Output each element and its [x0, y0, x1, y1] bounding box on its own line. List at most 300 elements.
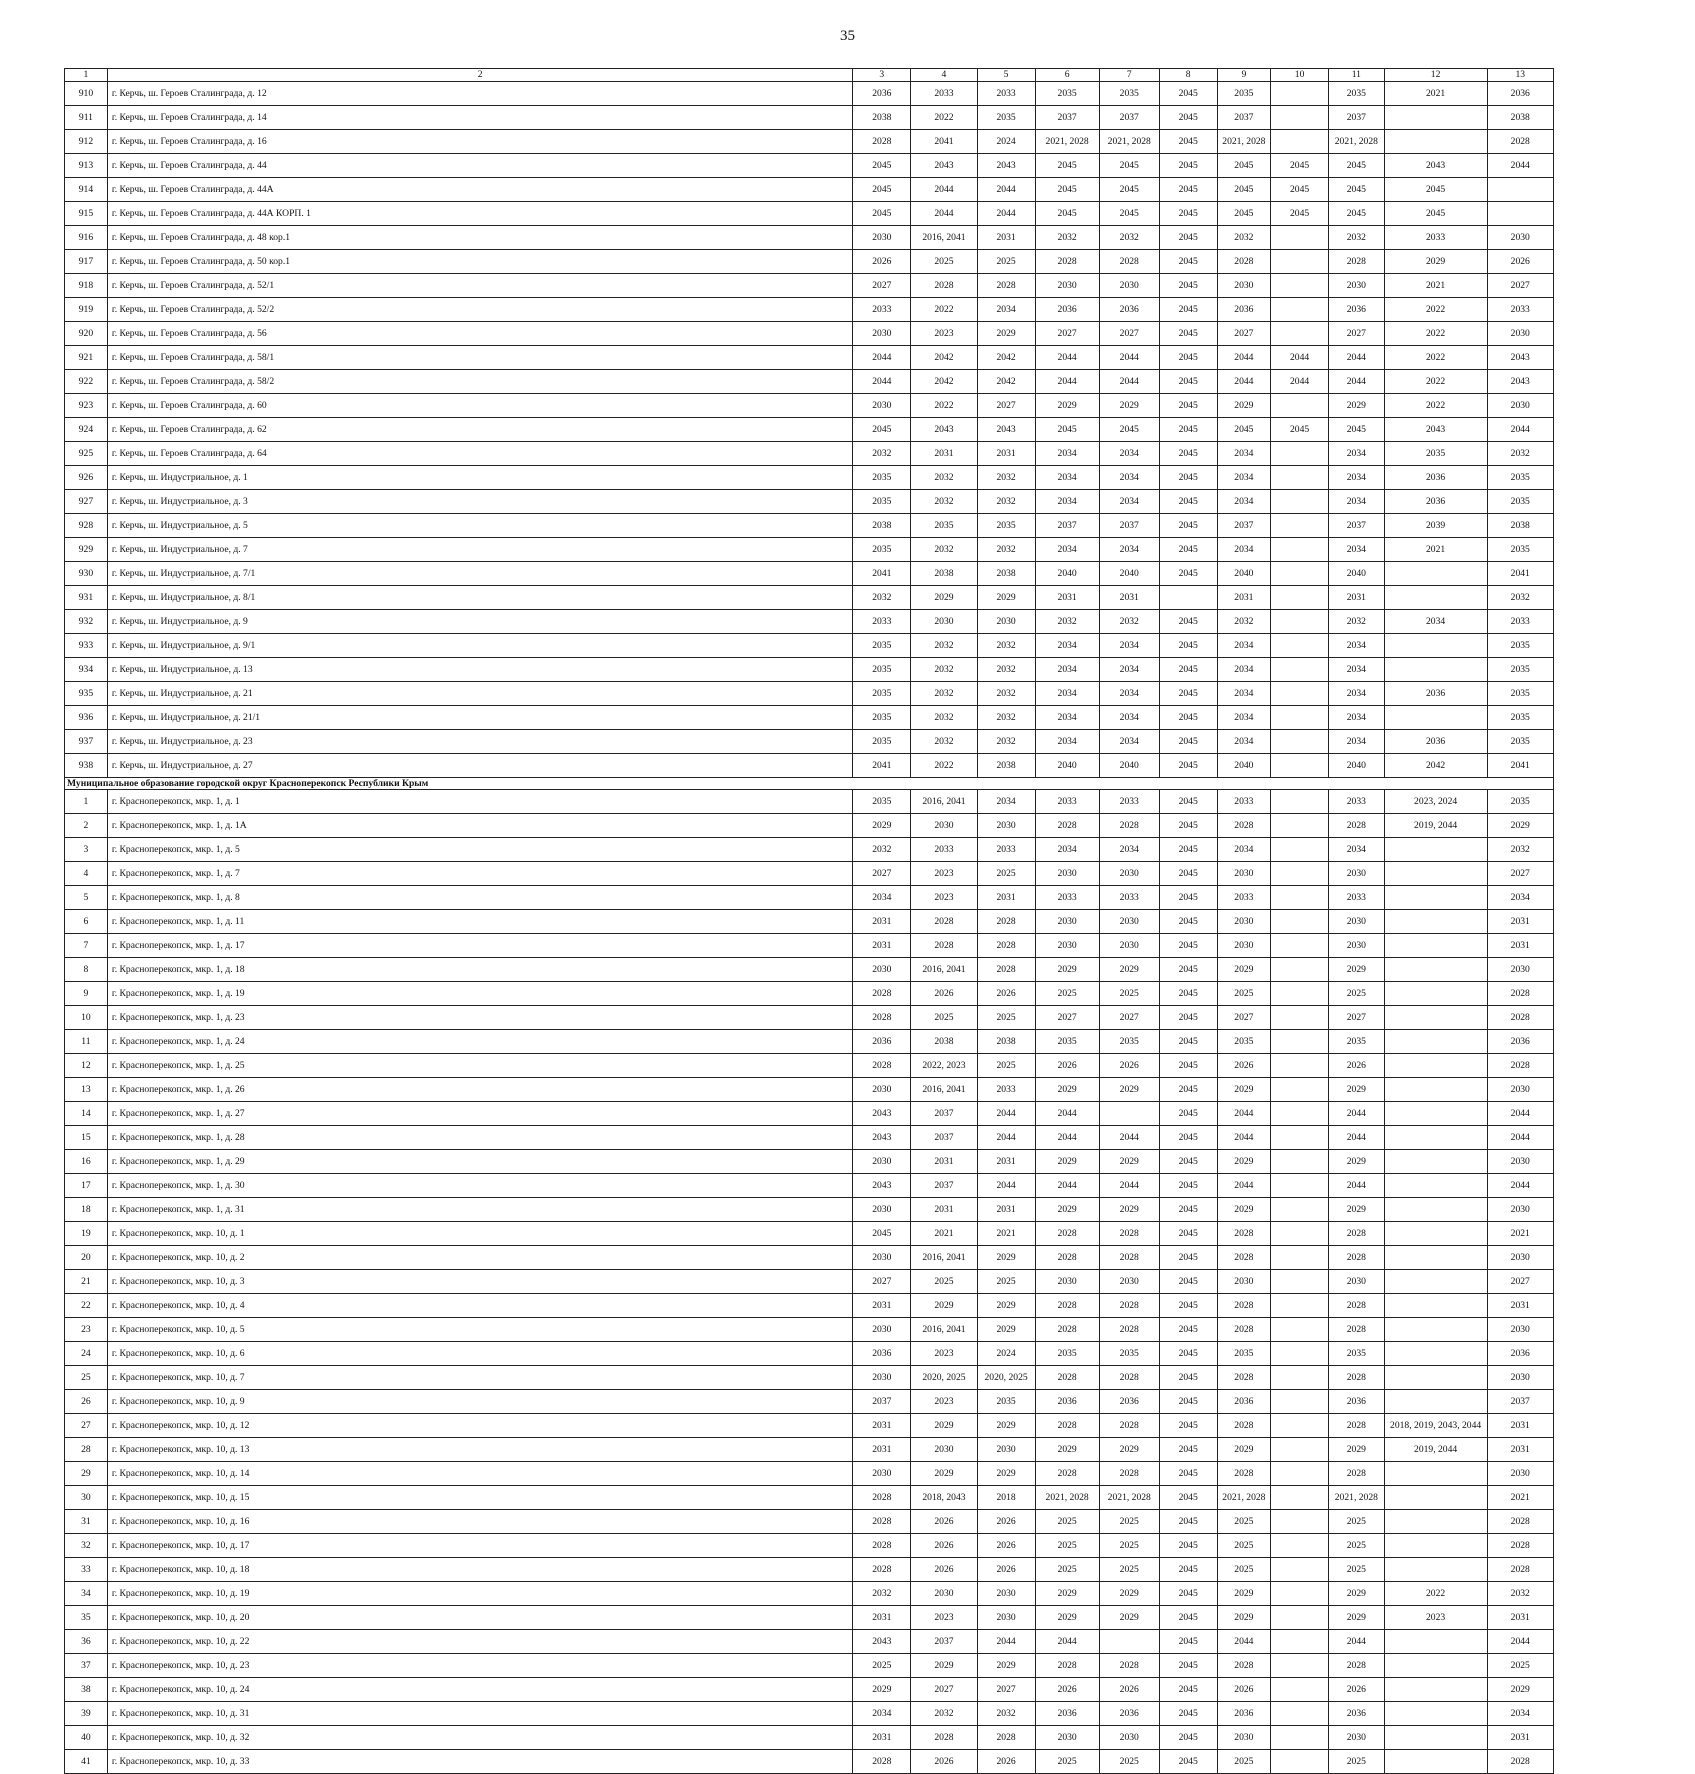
table-cell: 2026: [853, 249, 911, 273]
table-row: [65, 1294, 1554, 1318]
table-cell: 2028: [1035, 1246, 1099, 1270]
table-row: [65, 886, 1554, 910]
table-row: [65, 1726, 1554, 1750]
table-cell: 2034: [853, 886, 911, 910]
table-cell: 2032: [977, 537, 1035, 561]
table-cell: 2022: [1384, 321, 1487, 345]
table-cell: 2030: [853, 1318, 911, 1342]
address-cell: г. Керчь, ш. Индустриальное, д. 3: [107, 489, 853, 513]
table-cell: 2032: [911, 489, 977, 513]
table-cell: 2027: [1487, 1270, 1553, 1294]
table-cell: 2043: [977, 153, 1035, 177]
address-cell: г. Керчь, ш. Индустриальное, д. 1: [107, 465, 853, 489]
table-row: [65, 1630, 1554, 1654]
table-cell: 2044: [1328, 1630, 1384, 1654]
table-cell: 2028: [1328, 1654, 1384, 1678]
table-cell: 2045: [1159, 1078, 1217, 1102]
table-row: [65, 1246, 1554, 1270]
table-row: [65, 585, 1554, 609]
table-cell: 2045: [1159, 705, 1217, 729]
table-cell: 2035: [853, 705, 911, 729]
table-cell: 2025: [1099, 1510, 1159, 1534]
table-cell: 2026: [911, 1558, 977, 1582]
table-cell: [1159, 585, 1217, 609]
table-cell: 2035: [1487, 657, 1553, 681]
table-row: [65, 1534, 1554, 1558]
table-cell: 15: [65, 1126, 108, 1150]
address-cell: г. Керчь, ш. Героев Сталинграда, д. 58/2: [107, 369, 853, 393]
table-cell: 2028: [1487, 1534, 1553, 1558]
table-row: [65, 934, 1554, 958]
table-cell: 2035: [911, 513, 977, 537]
table-cell: 2033: [977, 1078, 1035, 1102]
table-cell: 2036: [1328, 1702, 1384, 1726]
table-cell: 2028: [1099, 1654, 1159, 1678]
table-cell: 2025: [1217, 1558, 1271, 1582]
address-cell: г. Керчь, ш. Героев Сталинграда, д. 52/1: [107, 273, 853, 297]
table-cell: 2018: [977, 1486, 1035, 1510]
table-cell: [1271, 838, 1329, 862]
table-cell: 2045: [1159, 1606, 1217, 1630]
table-cell: [1384, 958, 1487, 982]
table-cell: 2025: [977, 249, 1035, 273]
table-cell: 2045: [1159, 1678, 1217, 1702]
table-cell: 2032: [1035, 225, 1099, 249]
table-cell: 2045: [1099, 417, 1159, 441]
table-cell: 2035: [853, 489, 911, 513]
address-cell: г. Красноперекопск, мкр. 1, д. 31: [107, 1198, 853, 1222]
table-cell: 2023: [911, 862, 977, 886]
table-cell: 2034: [1099, 489, 1159, 513]
table-row: [65, 1702, 1554, 1726]
table-cell: 2030: [1328, 862, 1384, 886]
address-cell: г. Красноперекопск, мкр. 10, д. 22: [107, 1630, 853, 1654]
table-cell: 921: [65, 345, 108, 369]
table-cell: 2028: [1099, 1414, 1159, 1438]
table-cell: 2028: [1217, 1654, 1271, 1678]
address-cell: г. Красноперекопск, мкр. 10, д. 20: [107, 1606, 853, 1630]
table-cell: 2042: [911, 345, 977, 369]
table-cell: [1384, 1246, 1487, 1270]
table-row: [65, 513, 1554, 537]
address-cell: г. Керчь, ш. Героев Сталинграда, д. 12: [107, 81, 853, 105]
table-cell: 2035: [1487, 537, 1553, 561]
table-cell: 917: [65, 249, 108, 273]
table-cell: 2021, 2028: [1328, 1486, 1384, 1510]
table-cell: 2032: [1217, 225, 1271, 249]
table-cell: 2028: [977, 934, 1035, 958]
table-cell: 2028: [1328, 1246, 1384, 1270]
table-cell: 2029: [1217, 1150, 1271, 1174]
address-cell: г. Красноперекопск, мкр. 1, д. 1: [107, 790, 853, 814]
table-cell: 2030: [1099, 934, 1159, 958]
table-cell: 2034: [1035, 729, 1099, 753]
table-cell: 2025: [1035, 982, 1099, 1006]
table-cell: 2045: [1099, 201, 1159, 225]
table-cell: 2031: [853, 1726, 911, 1750]
table-cell: 2030: [1487, 1318, 1553, 1342]
table-row: [65, 1102, 1554, 1126]
table-cell: 2023, 2024: [1384, 790, 1487, 814]
table-cell: 2045: [1159, 1366, 1217, 1390]
table-cell: 2029: [911, 585, 977, 609]
table-cell: [1099, 1630, 1159, 1654]
table-cell: [1271, 1150, 1329, 1174]
table-cell: 2030: [1328, 1726, 1384, 1750]
table-cell: 2028: [1328, 1318, 1384, 1342]
table-cell: [1271, 1630, 1329, 1654]
table-cell: 2030: [911, 1438, 977, 1462]
table-cell: 23: [65, 1318, 108, 1342]
table-cell: 2032: [1099, 609, 1159, 633]
table-cell: 2045: [1159, 417, 1217, 441]
table-cell: [1384, 1366, 1487, 1390]
table-cell: 2029: [1099, 1198, 1159, 1222]
table-row: [65, 441, 1554, 465]
table-cell: 2045: [1159, 1294, 1217, 1318]
table-cell: 2030: [853, 1198, 911, 1222]
table-cell: 6: [1035, 69, 1099, 82]
table-cell: 2033: [977, 81, 1035, 105]
table-cell: 2029: [1035, 393, 1099, 417]
table-row: [65, 1558, 1554, 1582]
address-cell: г. Керчь, ш. Героев Сталинграда, д. 50 кор.1: [107, 249, 853, 273]
table-cell: 2029: [1217, 1198, 1271, 1222]
table-cell: 39: [65, 1702, 108, 1726]
address-cell: г. Красноперекопск, мкр. 10, д. 32: [107, 1726, 853, 1750]
address-cell: г. Керчь, ш. Героев Сталинграда, д. 64: [107, 441, 853, 465]
table-cell: 30: [65, 1486, 108, 1510]
table-row: [65, 1438, 1554, 1462]
table-cell: 2027: [1487, 862, 1553, 886]
table-cell: [1271, 1750, 1329, 1774]
table-cell: 2030: [1328, 910, 1384, 934]
table-cell: 2034: [1328, 729, 1384, 753]
table-cell: 2031: [911, 1150, 977, 1174]
table-cell: 2030: [853, 1462, 911, 1486]
table-cell: 2029: [1099, 1150, 1159, 1174]
table-cell: 2034: [1035, 537, 1099, 561]
table-cell: 914: [65, 177, 108, 201]
table-cell: 1: [65, 790, 108, 814]
table-cell: 2045: [1271, 177, 1329, 201]
table-cell: 2036: [1328, 297, 1384, 321]
table-cell: 2027: [1328, 1006, 1384, 1030]
table-cell: [1384, 1150, 1487, 1174]
address-cell: г. Красноперекопск, мкр. 1, д. 25: [107, 1054, 853, 1078]
table-cell: [1384, 982, 1487, 1006]
table-cell: 2031: [911, 1198, 977, 1222]
table-cell: 937: [65, 729, 108, 753]
table-cell: 2042: [911, 369, 977, 393]
table-cell: 2028: [1487, 129, 1553, 153]
table-cell: 2029: [1035, 1582, 1099, 1606]
table-cell: 2025: [1099, 1558, 1159, 1582]
table-cell: 2028: [1217, 249, 1271, 273]
table-cell: 2045: [1035, 177, 1099, 201]
table-cell: 2025: [1328, 1750, 1384, 1774]
address-cell: г. Керчь, ш. Индустриальное, д. 7: [107, 537, 853, 561]
table-cell: [1271, 633, 1329, 657]
address-cell: г. Керчь, ш. Индустриальное, д. 5: [107, 513, 853, 537]
table-cell: 2029: [1099, 393, 1159, 417]
table-cell: 916: [65, 225, 108, 249]
table-cell: [1487, 201, 1553, 225]
table-cell: 2029: [853, 814, 911, 838]
table-cell: 2031: [1487, 1606, 1553, 1630]
table-row: [65, 1486, 1554, 1510]
table-cell: 2045: [1159, 753, 1217, 777]
table-cell: 2044: [1099, 345, 1159, 369]
table-cell: [1384, 561, 1487, 585]
table-cell: 2044: [1035, 1630, 1099, 1654]
table-cell: [1384, 934, 1487, 958]
table-cell: [1384, 1294, 1487, 1318]
table-cell: 2031: [1487, 934, 1553, 958]
table-cell: 2028: [1328, 249, 1384, 273]
table-cell: 2045: [1159, 1414, 1217, 1438]
table-cell: 2028: [853, 1510, 911, 1534]
table-cell: 935: [65, 681, 108, 705]
table-cell: 2045: [853, 153, 911, 177]
table-cell: [1271, 1510, 1329, 1534]
table-cell: 2026: [1328, 1054, 1384, 1078]
table-cell: [1271, 465, 1329, 489]
table-cell: [1384, 1750, 1487, 1774]
table-cell: 912: [65, 129, 108, 153]
table-cell: 2045: [1099, 153, 1159, 177]
table-cell: 2021, 2028: [1035, 129, 1099, 153]
table-cell: 7: [1099, 69, 1159, 82]
table-cell: 2043: [977, 417, 1035, 441]
table-cell: 2032: [977, 1702, 1035, 1726]
table-cell: 2028: [1035, 249, 1099, 273]
table-cell: 2026: [977, 1750, 1035, 1774]
table-cell: 2035: [1217, 81, 1271, 105]
table-cell: 2029: [977, 321, 1035, 345]
table-cell: 2045: [1217, 417, 1271, 441]
table-cell: 2028: [1328, 1366, 1384, 1390]
table-cell: 928: [65, 513, 108, 537]
table-cell: 2030: [977, 609, 1035, 633]
table-cell: 2030: [1035, 934, 1099, 958]
table-row: [65, 1390, 1554, 1414]
table-cell: 2045: [1159, 1702, 1217, 1726]
table-cell: 2024: [977, 1342, 1035, 1366]
table-cell: 2030: [1487, 1246, 1553, 1270]
table-row: [65, 1030, 1554, 1054]
table-cell: 2034: [1035, 489, 1099, 513]
table-cell: 2030: [1217, 1270, 1271, 1294]
table-cell: 2030: [977, 1582, 1035, 1606]
table-cell: [1271, 1198, 1329, 1222]
address-cell: г. Керчь, ш. Индустриальное, д. 7/1: [107, 561, 853, 585]
table-cell: 2045: [853, 201, 911, 225]
table-cell: 2034: [1099, 681, 1159, 705]
table-cell: 2032: [1328, 225, 1384, 249]
table-cell: [1271, 1366, 1329, 1390]
table-row: [65, 1198, 1554, 1222]
table-cell: 11: [1328, 69, 1384, 82]
table-cell: 2036: [1099, 1390, 1159, 1414]
table-cell: 2029: [977, 1414, 1035, 1438]
table-cell: 2035: [853, 465, 911, 489]
address-cell: г. Керчь, ш. Героев Сталинграда, д. 48 кор.1: [107, 225, 853, 249]
table-row: [65, 1510, 1554, 1534]
table-cell: [1271, 513, 1329, 537]
address-cell: г. Красноперекопск, мкр. 1, д. 23: [107, 1006, 853, 1030]
address-cell: г. Керчь, ш. Индустриальное, д. 23: [107, 729, 853, 753]
table-cell: 2038: [977, 753, 1035, 777]
table-cell: 2031: [1487, 1438, 1553, 1462]
table-cell: [1384, 1030, 1487, 1054]
table-cell: 2028: [1217, 1414, 1271, 1438]
table-cell: 2045: [1159, 1318, 1217, 1342]
table-cell: 2030: [1328, 934, 1384, 958]
table-cell: 2034: [1217, 633, 1271, 657]
table-cell: 24: [65, 1342, 108, 1366]
table-cell: 2043: [1487, 345, 1553, 369]
table-cell: 929: [65, 537, 108, 561]
table-cell: [1271, 657, 1329, 681]
table-row: [65, 465, 1554, 489]
table-cell: 2045: [1159, 1030, 1217, 1054]
table-cell: 2028: [853, 1534, 911, 1558]
table-cell: 2025: [977, 1054, 1035, 1078]
table-cell: [1384, 1174, 1487, 1198]
table-cell: 2030: [1487, 1198, 1553, 1222]
table-cell: 2044: [1487, 1630, 1553, 1654]
table-cell: 2029: [1328, 1582, 1384, 1606]
table-cell: 2020, 2025: [977, 1366, 1035, 1390]
table-cell: 2044: [1271, 369, 1329, 393]
table-cell: 2045: [1271, 153, 1329, 177]
table-cell: 2045: [1159, 1150, 1217, 1174]
table-cell: 2045: [1159, 814, 1217, 838]
table-cell: 2043: [853, 1174, 911, 1198]
table-cell: 2030: [1328, 273, 1384, 297]
table-cell: 2044: [1035, 369, 1099, 393]
section-title: Муниципальное образование городской округ Красноперекопск Республики Крым: [65, 777, 1554, 790]
table-row: [65, 369, 1554, 393]
table-cell: 19: [65, 1222, 108, 1246]
table-cell: 2032: [1217, 609, 1271, 633]
table-cell: 2025: [1328, 982, 1384, 1006]
address-cell: г. Керчь, ш. Героев Сталинграда, д. 16: [107, 129, 853, 153]
table-cell: 2043: [853, 1126, 911, 1150]
address-cell: г. Красноперекопск, мкр. 10, д. 24: [107, 1678, 853, 1702]
table-row: [65, 982, 1554, 1006]
table-cell: 2035: [977, 105, 1035, 129]
table-cell: 2037: [911, 1102, 977, 1126]
table-cell: 2025: [1217, 1750, 1271, 1774]
table-cell: 2038: [1487, 105, 1553, 129]
table-cell: 2029: [1099, 1078, 1159, 1102]
table-cell: 2029: [977, 1318, 1035, 1342]
table-cell: 2044: [1217, 345, 1271, 369]
table-row: [65, 1222, 1554, 1246]
table-cell: 2033: [1217, 886, 1271, 910]
address-cell: г. Красноперекопск, мкр. 10, д. 7: [107, 1366, 853, 1390]
table-cell: 2045: [1159, 790, 1217, 814]
table-cell: 27: [65, 1414, 108, 1438]
table-cell: 2027: [1217, 1006, 1271, 1030]
table-cell: [1271, 862, 1329, 886]
table-cell: 2029: [1487, 1678, 1553, 1702]
table-cell: 2045: [1159, 1486, 1217, 1510]
table-cell: 2032: [911, 633, 977, 657]
table-cell: 2037: [911, 1126, 977, 1150]
table-cell: 29: [65, 1462, 108, 1486]
table-cell: 2030: [911, 814, 977, 838]
header-row: [65, 69, 1554, 82]
table-cell: 2028: [1099, 1294, 1159, 1318]
table-cell: 2045: [1159, 1102, 1217, 1126]
table-cell: 2028: [1217, 1246, 1271, 1270]
table-cell: 2033: [853, 609, 911, 633]
table-cell: 2036: [1217, 1702, 1271, 1726]
table-cell: 2028: [853, 982, 911, 1006]
table-cell: [1271, 585, 1329, 609]
address-cell: г. Красноперекопск, мкр. 10, д. 33: [107, 1750, 853, 1774]
table-cell: 10: [1271, 69, 1329, 82]
table-cell: 2045: [1159, 153, 1217, 177]
table-cell: 2045: [1159, 838, 1217, 862]
table-cell: 2045: [1159, 1534, 1217, 1558]
section-row: [65, 777, 1554, 790]
table-cell: 2030: [1487, 1150, 1553, 1174]
table-cell: 2045: [1159, 1198, 1217, 1222]
table-cell: 2035: [1328, 1030, 1384, 1054]
table-cell: 915: [65, 201, 108, 225]
table-cell: 2021: [911, 1222, 977, 1246]
address-cell: г. Керчь, ш. Героев Сталинграда, д. 58/1: [107, 345, 853, 369]
table-cell: [1099, 1102, 1159, 1126]
table-cell: 2045: [1159, 886, 1217, 910]
table-cell: 2028: [1099, 249, 1159, 273]
table-cell: 2045: [1159, 681, 1217, 705]
table-cell: 2044: [977, 1102, 1035, 1126]
table-cell: 33: [65, 1558, 108, 1582]
table-cell: 2032: [1487, 838, 1553, 862]
table-cell: 2034: [1217, 489, 1271, 513]
table-row: [65, 201, 1554, 225]
table-cell: 2029: [1099, 1582, 1159, 1606]
table-cell: 2028: [977, 958, 1035, 982]
table-cell: 2028: [1217, 1318, 1271, 1342]
table-cell: 2026: [1487, 249, 1553, 273]
table-cell: 2045: [1035, 201, 1099, 225]
table-cell: 2045: [1159, 1126, 1217, 1150]
table-cell: 2029: [911, 1654, 977, 1678]
table-cell: 927: [65, 489, 108, 513]
table-row: [65, 657, 1554, 681]
table-cell: 34: [65, 1582, 108, 1606]
table-cell: 2031: [1487, 1726, 1553, 1750]
table-cell: 925: [65, 441, 108, 465]
table-cell: 2025: [1099, 1534, 1159, 1558]
table-cell: 2032: [911, 657, 977, 681]
table-cell: 2037: [1099, 105, 1159, 129]
table-cell: [1384, 105, 1487, 129]
table-cell: 2029: [1328, 1606, 1384, 1630]
table-cell: 2045: [1035, 153, 1099, 177]
table-cell: [1271, 1222, 1329, 1246]
address-cell: г. Красноперекопск, мкр. 1, д. 11: [107, 910, 853, 934]
table-cell: 12: [1384, 69, 1487, 82]
table-cell: 2035: [853, 657, 911, 681]
table-cell: 2026: [911, 1510, 977, 1534]
